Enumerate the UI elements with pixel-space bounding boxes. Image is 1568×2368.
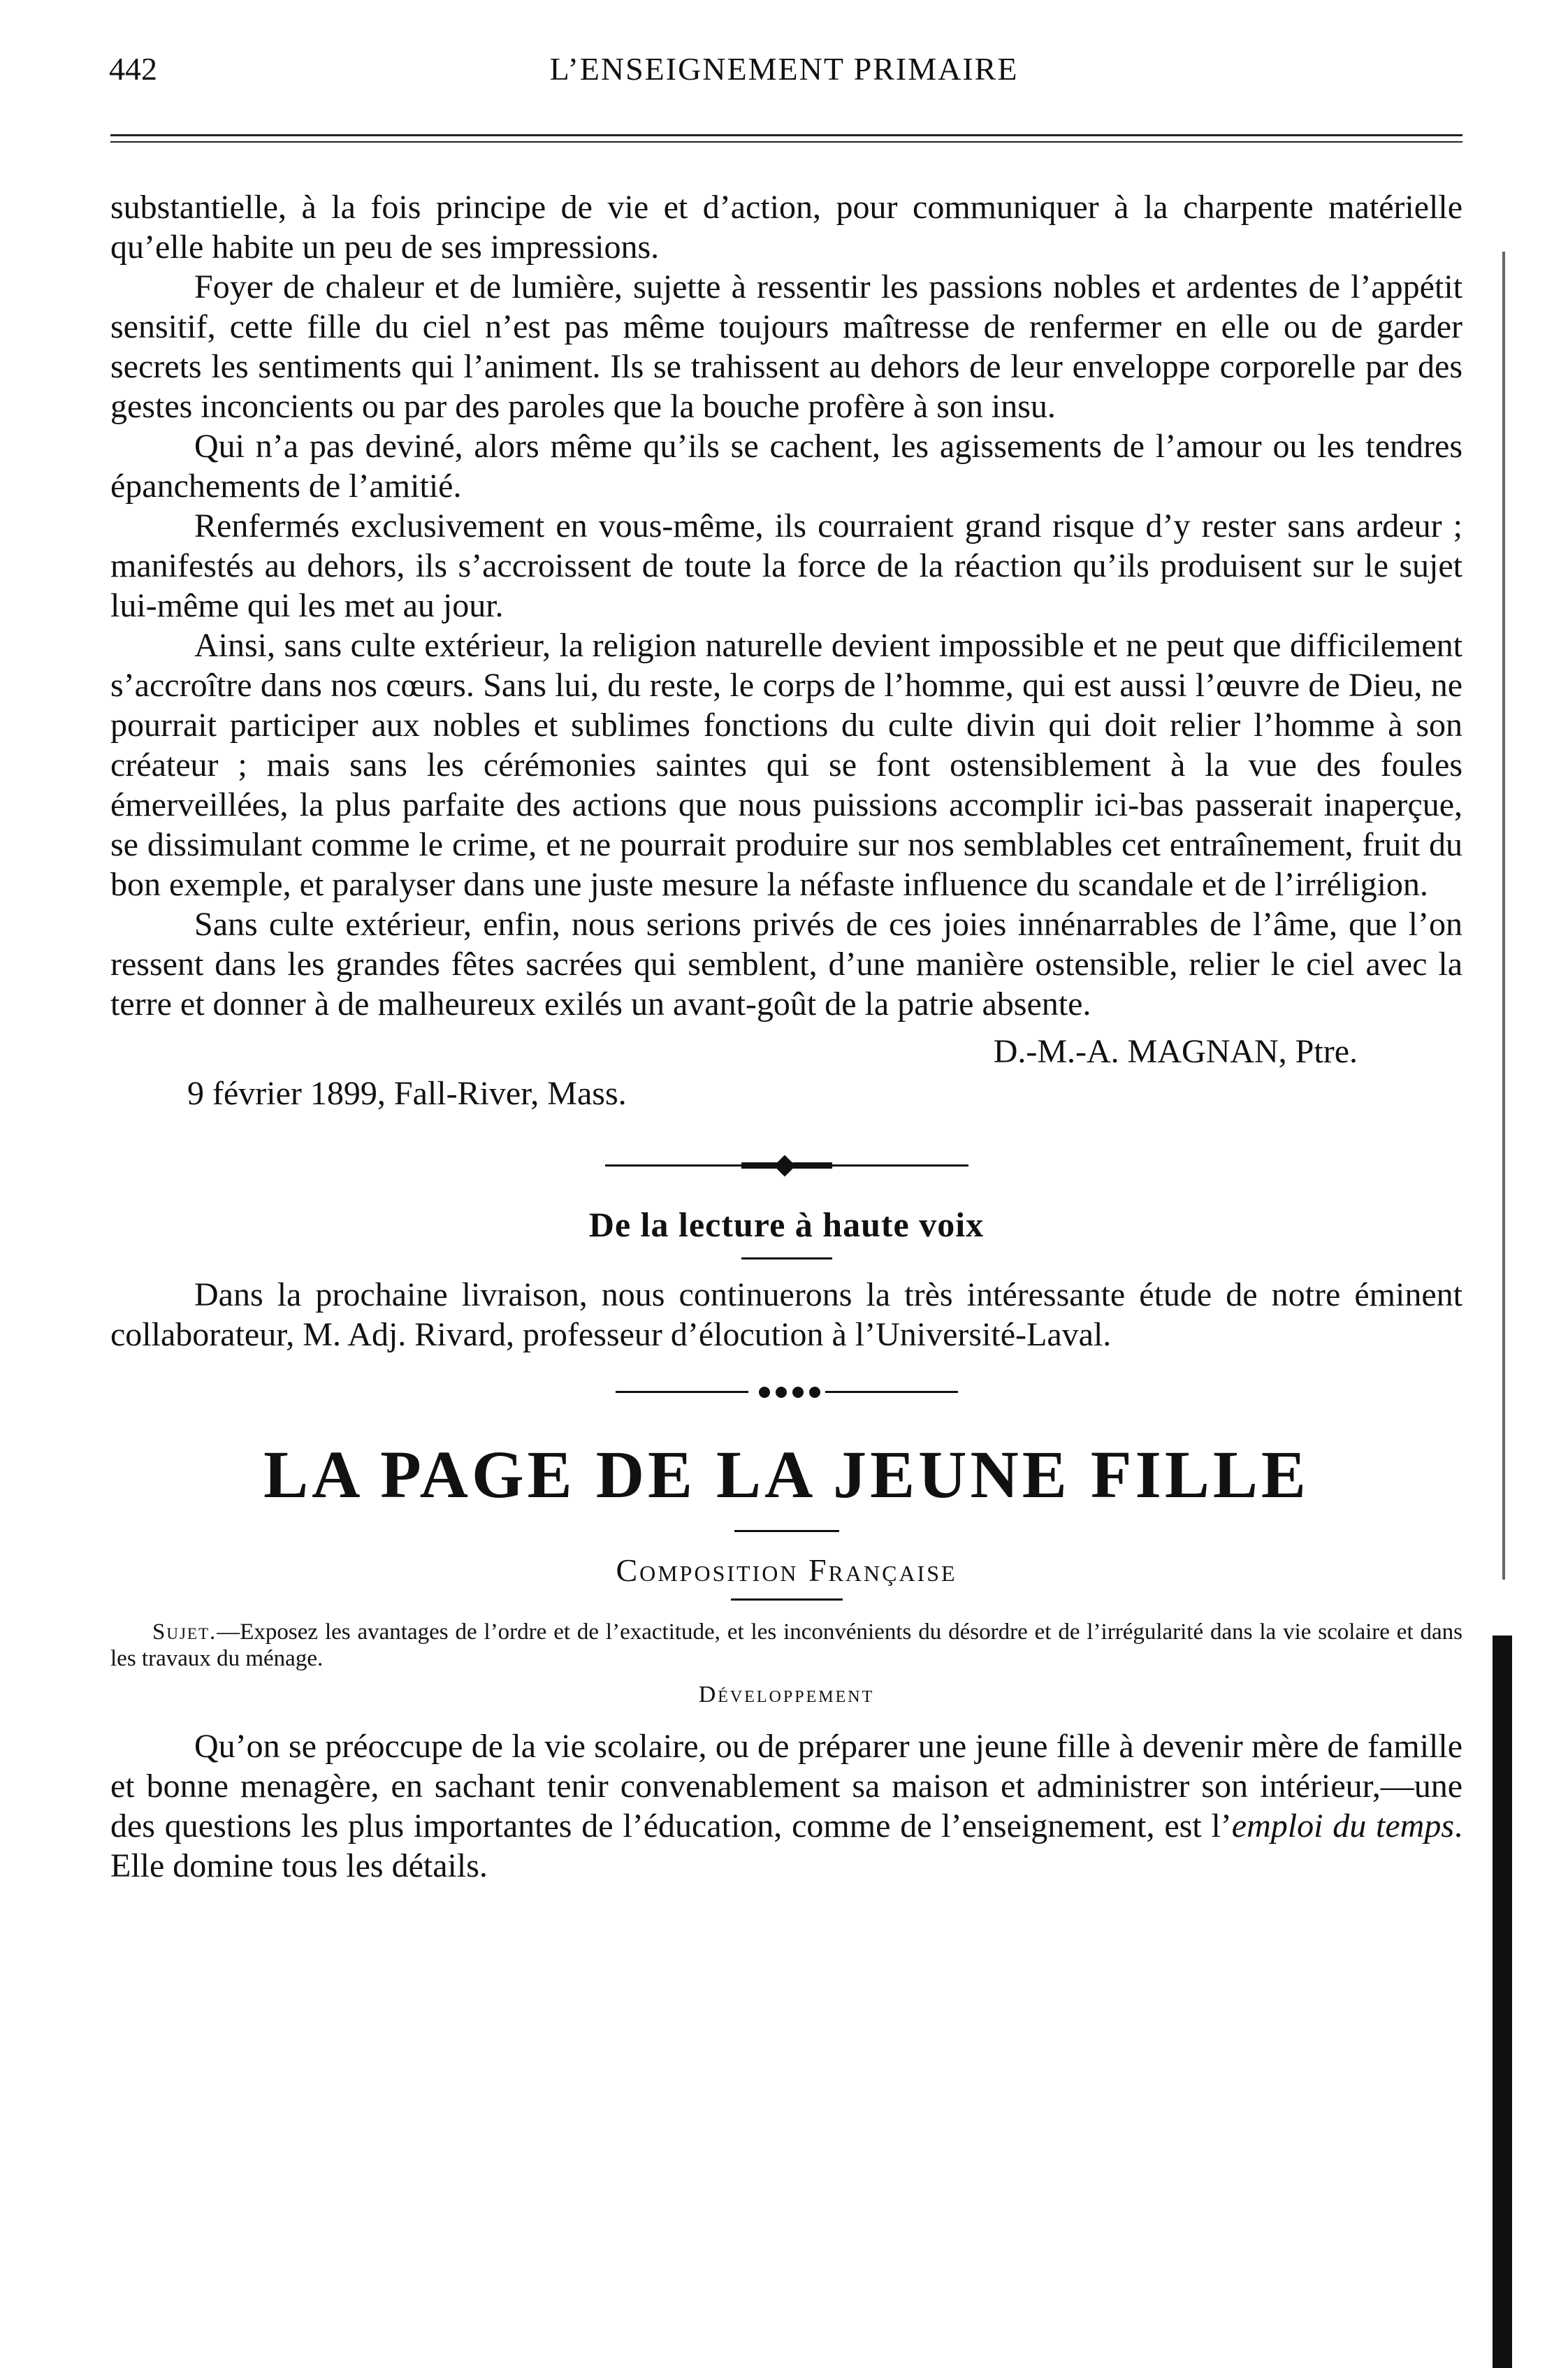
running-title: L’ENSEIGNEMENT PRIMAIRE [549, 51, 1019, 87]
article-dateline: 9 février 1899, Fall-River, Mass. [187, 1075, 627, 1112]
text-column [110, 187, 1462, 1886]
notice-title: De la lecture à haute voix [588, 1205, 985, 1244]
article-paragraph: Sans culte extérieur, enfin, nous serions privés de ces joies innénarrables de l’âme, que l’on ressent dans les grandes fêtes sacrées qui semblent, d’une manière ostensible, relier le ciel avec la terre et donner à de malheureux exilés un avant-goût de la patrie absente. [110, 906, 1462, 1023]
title-rule [734, 1530, 839, 1532]
development-emphasis: emploi du temps [1231, 1807, 1455, 1844]
article-paragraph: substantielle, à la fois principe de vie et d’action, pour communiquer à la charpente matérielle qu’elle habite un peu de ses impressions. [110, 189, 1462, 266]
scan-edge-bar [1493, 1636, 1512, 2368]
article-paragraph: Qui n’a pas deviné, alors même qu’ils se cachent, les agissements de l’amour ou les tendres épanchements de l’amitié. [110, 428, 1462, 505]
section-ornament [605, 1155, 968, 1176]
sujet-paragraph [110, 1619, 1462, 1672]
notice-text: Dans la prochaine livraison, nous continuerons la très intéressante étude de notre éminent collaborateur, M. Adj. Rivard, professeur d’élocution à l’Université-Laval. [110, 1276, 1462, 1353]
section-title: LA PAGE DE LA JEUNE FILLE [263, 1437, 1309, 1512]
development-paragraph [110, 1726, 1462, 1886]
article-paragraph: Renfermés exclusivement en vous-même, ils courraient grand risque d’y rester sans ardeur ; manifestés au dehors, ils s’accroissent de toute la force de la réaction qu’ils produisent sur le sujet lui-même qui les met au jour. [110, 507, 1462, 624]
sujet-label: Sujet. [152, 1619, 217, 1645]
sujet-text: —Exposez les avantages de l’ordre et de l’exactitude, et les inconvénients du désordre et de l’irrégularité dans la vie scolaire et dans les travaux du ménage. [110, 1619, 1462, 1671]
development-heading: Développement [698, 1682, 875, 1708]
author-signature: D.-M.-A. MAGNAN, Ptre. [993, 1033, 1358, 1070]
development-text-end: . Elle domine tous les détails. [110, 1807, 1463, 1884]
section-ornament [616, 1384, 958, 1401]
article-paragraph: Foyer de chaleur et de lumière, sujette à ressentir les passions nobles et ardentes de l’appétit sensitif, cette fille du ciel n’est pas même toujours maîtresse de renfermer en elle ou de garder secrets les sentiments qui l’animent. Ils se trahissent au dehors de leur enveloppe corporelle par des gestes inconcients ou par des paroles que la bouche profère à son insu. [110, 268, 1462, 425]
page-number: 442 [109, 51, 157, 87]
page-header [105, 50, 1463, 106]
development-text: Qu’on se préoccupe de la vie scolaire, ou de préparer une jeune fille à devenir mère de famille et bonne menagère, en sachant tenir convenablement sa maison et administrer son intérieur,—une des questions les plus importantes de l’éducation, comme de l’enseignement, est l’ [110, 1728, 1462, 1844]
article-paragraph: Ainsi, sans culte extérieur, la religion naturelle devient impossible et ne peut que difficilement s’accroître dans nos cœurs. Sans lui, du reste, le corps de l’homme, qui est aussi l’œuvre de Dieu, ne pourrait participer aux nobles et sublimes fonctions du culte divin qui doit relier l’homme à son créateur ; mais sans les cérémonies saintes qui se font ostensiblement à la vue des foules émerveillées, la plus parfaite des actions que nous puissions accomplir ici-bas passerait inaperçue, se dissimulant comme le crime, et ne pourrait produire sur nos semblables cet entraînement, fruit du bon exemple, et paralyser dans une juste mesure la néfaste influence du scandale et de l’irréligion. [110, 627, 1462, 903]
header-rule [110, 134, 1462, 143]
subtitle-rule [731, 1598, 843, 1601]
section-subtitle: Composition Française [616, 1552, 957, 1588]
title-rule [741, 1257, 832, 1259]
scan-edge-line [1502, 252, 1505, 1580]
